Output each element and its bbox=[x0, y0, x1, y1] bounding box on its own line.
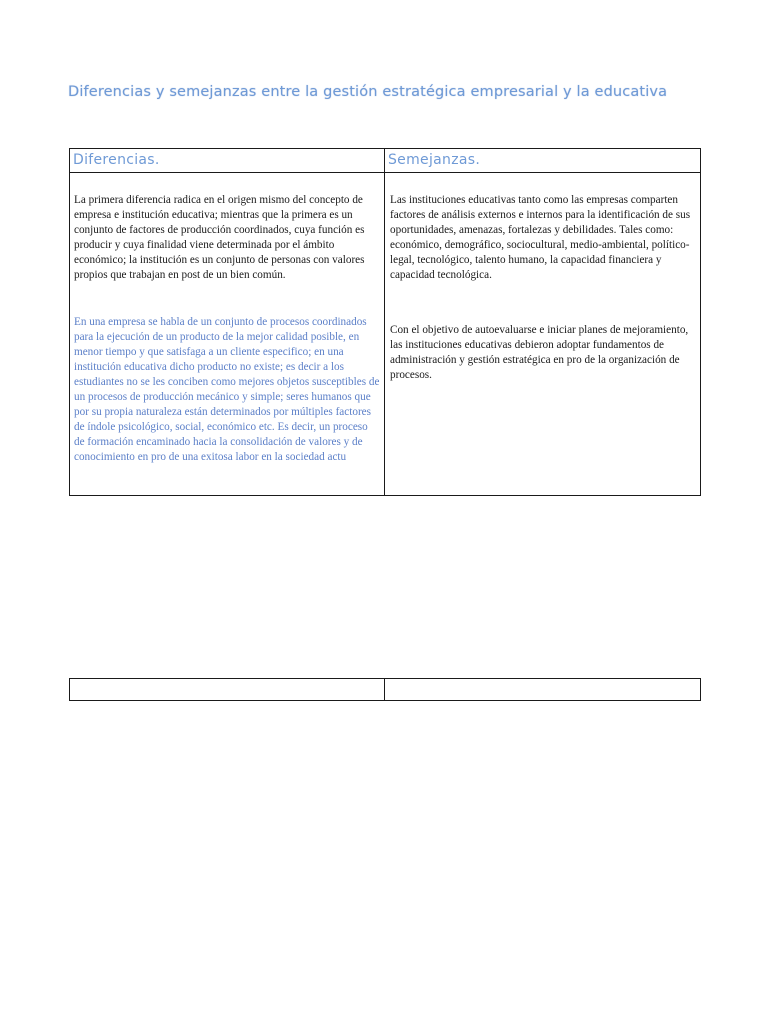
header-similarities: Semejanzas. bbox=[385, 149, 701, 173]
empty-cell-right bbox=[385, 679, 701, 701]
empty-table bbox=[69, 678, 701, 701]
comparison-table bbox=[69, 148, 701, 496]
similarity-paragraph-1: Las instituciones educativas tanto como las empresas comparten factores de análisis externos e internos para la identificación de sus oportunidades, amenazas, fortalezas y debilidades. Tales como: económico, demográfico, sociocultural, medio-ambiental, político-legal, tecnológico, talento humano, la capacidad financiera y capacidad tecnológica. bbox=[390, 194, 691, 282]
empty-table-row bbox=[70, 679, 701, 701]
empty-cell-left bbox=[70, 679, 385, 701]
document-title: Diferencias y semejanzas entre la gestión estratégica empresarial y la educativa bbox=[68, 84, 668, 100]
header-differences: Diferencias. bbox=[70, 149, 385, 173]
similarities-cell bbox=[385, 173, 701, 496]
difference-paragraph-2: En una empresa se habla de un conjunto de procesos coordinados para la ejecución de un producto de la mejor calidad posible, en menor tiempo y que satisfaga a un cliente especifico; en una institución educativa dicho producto no existe; es decir a los estudiantes no se les conciben como mejores objetos susceptibles de un procesos de producción mecánico y simple; seres humanos que por su propia naturaleza están determinados por múltiples factores de índole psicológico, social, económico etc. Es decir, un proceso de formación encaminado hacia la consolidación de valores y de conocimiento en pro de una exitosa labor en la sociedad actu bbox=[74, 315, 380, 464]
similarity-paragraph-2: Con el objetivo de autoevaluarse e iniciar planes de mejoramiento, las instituciones educativas debieron adoptar fundamentos de administración y gestión estratégica en pro de la organización de procesos. bbox=[390, 323, 689, 381]
difference-paragraph-1: La primera diferencia radica en el origen mismo del concepto de empresa e institución educativa; mientras que la primera es un conjunto de factores de producción coordinados, cuya función es producir y cuya finalidad viene determinada por el ámbito económico; la institución es un conjunto de personas con valores propios que trabajan en post de un bien común. bbox=[74, 194, 365, 282]
differences-cell bbox=[70, 173, 385, 496]
table-row bbox=[70, 173, 701, 496]
table-header-row bbox=[70, 149, 701, 173]
